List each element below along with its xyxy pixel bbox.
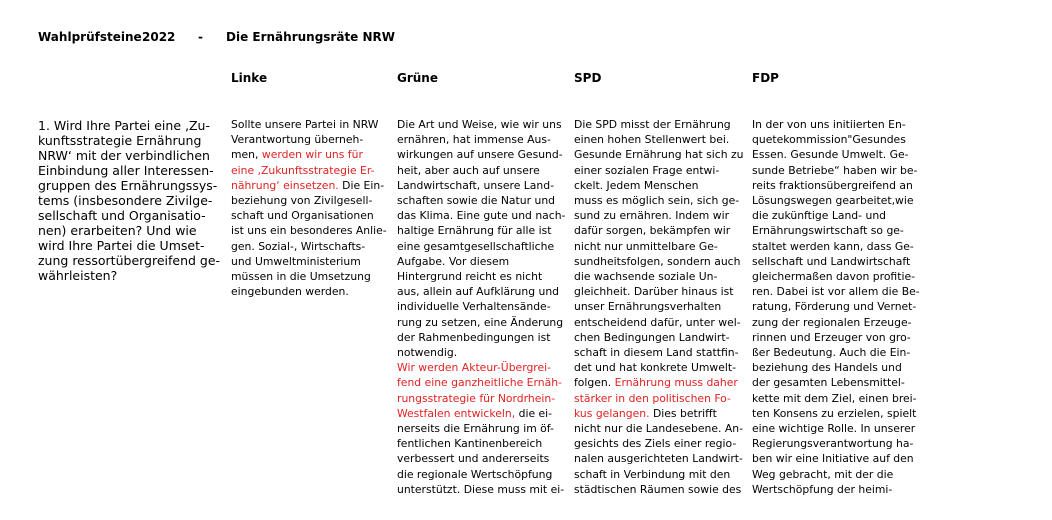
highlighted-text: Wir werden Akteur-Übergrei- [397,361,552,375]
answer-line [397,117,565,132]
answer-line [397,223,565,238]
answer-text: Wertschöpfung der heimi- [752,482,893,496]
answer-line [397,315,565,330]
highlighted-text: rungsstrategie für Nordrhein- [397,391,556,405]
answer-text: muss es möglich sein, sich ge- [574,194,740,208]
answer-text: die ei- [515,406,553,420]
answer-line [752,436,920,451]
answer-text: det und hat konkrete Umwelt- [574,361,737,375]
answer-text: gesichts des Ziels einer regio- [574,437,737,451]
answer-text: Landwirtschaft, unsere Land- [397,178,555,192]
answer-text: Regierungsverantwortung ha- [752,437,914,451]
highlighted-text: nährung‘ einsetzen. [231,178,339,192]
header-organization: Die Ernährungsräte NRW [226,30,396,44]
highlighted-text: stärker in den politischen Fo- [574,391,731,405]
party-heading-fdp: FDP [752,71,779,85]
answer-line [231,239,387,254]
document-header [38,30,395,44]
header-title: Wahlprüfsteine [38,30,142,44]
question-line: kunftsstrategie Ernährung [38,133,202,148]
highlighted-text: werden wir uns für [261,148,363,162]
answer-line [574,299,744,314]
answer-text: rinnen und Erzeuger von gro- [752,330,911,344]
answer-text: Ernährungswirtschaft so ge- [752,224,904,238]
answer-text: ist uns ein besonderes Anlie- [231,224,387,238]
answer-line [397,208,565,223]
answer-line [574,132,744,147]
highlighted-text: fend eine ganzheitliche Ernäh- [397,376,562,390]
answer-line [574,482,744,497]
question-line: wird Ihre Partei die Umset- [38,238,205,253]
answer-text: heit, aber auch auf unsere [397,163,540,177]
answer-text: städtischen Räumen sowie des [574,482,742,496]
answer-text: Sollte unsere Partei in NRW [231,118,379,131]
answer-line [574,254,744,269]
answer-text: schaft in Verbindung mit den [574,467,731,481]
answer-line [574,208,744,223]
answer-line [231,254,387,269]
answer-line [574,193,744,208]
answer-text: reits fraktionsübergreifend an [752,178,913,192]
question-line: NRW‘ mit der verbindlichen [38,148,210,163]
answer-line [752,117,920,132]
answer-text: individuelle Verhaltensände- [397,300,551,314]
answer-line [397,147,565,162]
answer-text: eine wichtige Rolle. In unserer [752,422,916,436]
answer-text: Lösungswegen gearbeitet,wie [752,194,914,208]
answer-line [574,391,744,406]
answer-text: rung zu setzen, eine Änderung [397,315,564,329]
answer-line [574,315,744,330]
answer-line [397,375,565,390]
answer-text: fentlichen Kantinenbereich [397,437,543,451]
answer-line [397,406,565,421]
answer-text: die regionale Wertschöpfung [397,467,553,481]
answer-line [752,330,920,345]
answer-line [397,391,565,406]
answer-text: chen Bedingungen Landwirt- [574,330,730,344]
party-heading-gruene: Grüne [397,71,438,85]
answer-text: die zukünftige Land- und [752,209,887,223]
answer-text: einer sozialen Frage entwi- [574,163,720,177]
answer-text: und Umweltministerium [231,254,361,268]
answer-text: men, [231,148,262,162]
answer-text: nalen ausgerichteten Landwirt- [574,452,743,466]
answer-text: nerseits die Ernährung im öf- [397,422,554,436]
answer-line [574,284,744,299]
answer-line [231,269,387,284]
answer-text: gen. Sozial-, Wirtschafts- [231,239,366,253]
answer-text: sundheitsfolgen, sondern auch [574,254,741,268]
answer-line [574,163,744,178]
answer-line [574,330,744,345]
answer-text: wirkungen auf unsere Gesund- [397,148,563,162]
answer-gruene [397,117,565,497]
answer-text: die wachsende soziale Un- [574,270,718,284]
answer-text: In der von uns initiierten En- [752,118,906,131]
answer-text: schaft in diesem Land stattfin- [574,346,739,360]
question-line: währleisten? [38,268,118,283]
answer-text: Gesunde Ernährung hat sich zu [574,148,744,162]
answer-text: sund zu ernähren. Indem wir [574,209,730,223]
question-line: tems (insbesondere Zivilge- [38,193,213,208]
answer-linke [231,117,387,299]
answer-line [397,330,565,345]
answer-line [574,117,744,132]
answer-text: dafür sorgen, bekämpfen wir [574,224,731,238]
answer-line [574,223,744,238]
answer-line [752,482,920,497]
answer-text: das Klima. Eine gute und nach- [397,209,566,223]
answer-line [574,239,744,254]
answer-line [752,345,920,360]
answer-line [752,451,920,466]
answer-line [752,421,920,436]
answer-line [752,193,920,208]
answer-line [231,117,387,132]
answer-text: der Rahmenbedingungen ist [397,330,551,344]
answer-text: schaften sowie die Natur und [397,194,556,208]
answer-text: ernähren, hat immense Aus- [397,133,551,147]
answer-line [397,163,565,178]
answer-text: unterstützt. Diese muss mit ei- [397,482,565,496]
answer-line [397,482,565,497]
answer-text: sunde Betriebe“ haben wir be- [752,163,918,177]
highlighted-text: kus gelangen. [574,406,650,420]
answer-line [397,193,565,208]
answer-line [574,451,744,466]
answer-text: ten Konsens zu erzielen, spielt [752,406,917,420]
answer-line [397,345,565,360]
answer-text: entscheidend dafür, unter wel- [574,315,741,329]
answer-text: quetekommission"Gesundes [752,133,906,147]
answer-text: ßer Bedeutung. Auch die Ein- [752,346,911,360]
answer-line [574,436,744,451]
answer-line [752,299,920,314]
answer-text: haltige Ernährung für alle ist [397,224,552,238]
answer-line [397,132,565,147]
answer-line [752,269,920,284]
answer-line [397,269,565,284]
party-heading-spd: SPD [574,71,602,85]
answer-text: Die Art und Weise, wie wir uns [397,118,562,131]
answer-line [752,284,920,299]
answer-text: kette mit dem Ziel, einen brei- [752,391,917,405]
answer-line [397,254,565,269]
answer-line [752,132,920,147]
highlighted-text: Ernährung muss daher [614,376,738,390]
question-line: Einbindung aller Interessen- [38,163,214,178]
answer-line [397,284,565,299]
answer-line [574,375,744,390]
answer-line [752,375,920,390]
answer-line [231,193,387,208]
answer-text: ren. Dabei ist vor allem die Be- [752,285,920,299]
answer-line [231,284,387,299]
answer-line [752,467,920,482]
highlighted-text: Westfalen entwickeln, [397,406,516,420]
highlighted-text: eine ‚Zukunftsstrategie Er- [231,163,375,177]
answer-line [752,391,920,406]
answer-text: Aufgabe. Vor diesem [397,254,510,268]
answer-text: gleichermaßen davon profitie- [752,270,915,284]
answer-line [231,132,387,147]
answer-line [752,223,920,238]
answer-line [397,178,565,193]
answer-line [397,299,565,314]
answer-line [752,254,920,269]
answer-text: nicht nur die Landesebene. An- [574,422,743,436]
answer-text: staltet werden kann, dass Ge- [752,239,914,253]
answer-text: Verantwortung überneh- [231,133,364,147]
answer-line [397,467,565,482]
answer-line [752,315,920,330]
answer-text: folgen. [574,376,615,390]
answer-line [397,436,565,451]
answer-line [752,147,920,162]
answer-text: beziehung des Handels und [752,361,902,375]
answer-line [574,467,744,482]
answer-text: zung der regionalen Erzeuge- [752,315,912,329]
question-line: 1. Wird Ihre Partei eine ‚Zu- [38,118,210,133]
question-line: gruppen des Ernährungssys- [38,178,218,193]
answer-text: müssen in die Umsetzung [231,270,371,284]
answer-line [574,345,744,360]
question-line: nen) erarbeiten? Und wie [38,223,197,238]
answer-line [752,163,920,178]
answer-line [231,208,387,223]
answer-line [397,451,565,466]
answer-text: ratung, Förderung und Vernet- [752,300,917,314]
answer-text: verbessert und andererseits [397,452,550,466]
answer-line [752,239,920,254]
answer-text: eine gesamtgesellschaftliche [397,239,555,253]
question-text [38,118,220,283]
answer-line [752,208,920,223]
header-year: 2022 [142,30,176,44]
answer-line [231,178,387,193]
question-line: zung ressortübergreifend ge- [38,253,221,268]
answer-text: Essen. Gesunde Umwelt. Ge- [752,148,909,162]
answer-line [574,421,744,436]
answer-text: Dies betrifft [649,406,717,420]
answer-line [231,223,387,238]
answer-text: sellschaft und Landwirtschaft [752,254,911,268]
answer-text: einen hohen Stellenwert bei. [574,133,730,147]
answer-line [397,421,565,436]
answer-text: notwendig. [397,346,458,360]
answer-text: nicht nur unmittelbare Ge- [574,239,718,253]
answer-text: aus, allein auf Aufklärung und [397,285,560,299]
answer-text: ben wir eine Initiative auf den [752,452,914,466]
answer-line [231,147,387,162]
answer-text: gleichheit. Darüber hinaus ist [574,285,734,299]
answer-line [397,239,565,254]
answer-fdp [752,117,920,497]
answer-text: schaft und Organisationen [231,209,374,223]
answer-line [574,147,744,162]
answer-line [752,360,920,375]
answer-line [752,406,920,421]
answer-line [574,406,744,421]
answer-text: eingebunden werden. [231,285,349,299]
answer-text: unser Ernährungsverhalten [574,300,722,314]
answer-line [397,360,565,375]
answer-line [231,163,387,178]
answer-text: Weg gebracht, mit der die [752,467,894,481]
question-line: sellschaft und Organisatio- [38,208,206,223]
answer-text: beziehung von Zivilgesell- [231,194,373,208]
answer-text: Die Ein- [338,178,385,192]
answer-line [574,360,744,375]
answer-text: Hintergrund reicht es nicht [397,270,543,284]
party-heading-linke: Linke [231,71,268,85]
answer-text: ckelt. Jedem Menschen [574,178,699,192]
answer-line [574,178,744,193]
answer-text: Die SPD misst der Ernährung [574,118,731,131]
answer-text: der gesamten Lebensmittel- [752,376,905,390]
answer-spd [574,117,744,497]
answer-line [574,269,744,284]
header-separator: - [198,30,203,44]
answer-line [752,178,920,193]
